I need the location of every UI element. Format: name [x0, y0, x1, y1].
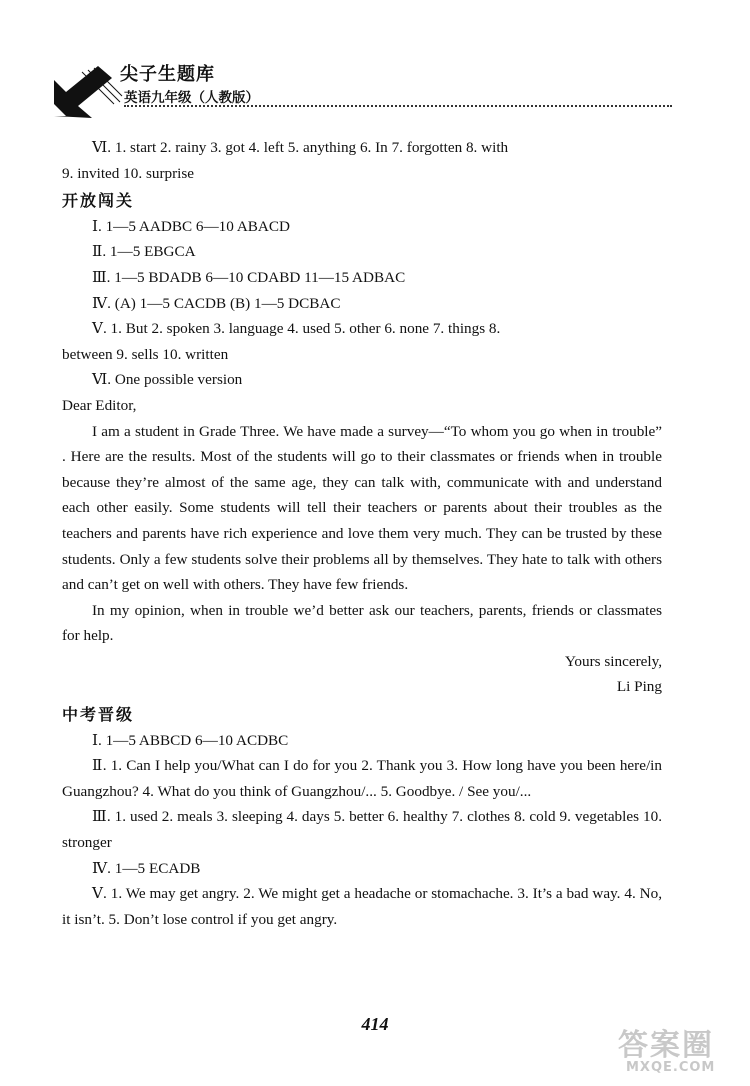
book-subtitle: 英语九年级（人教版） — [124, 90, 259, 106]
zhongkao-item-5: Ⅴ. 1. We may get angry. 2. We might get a headache or stomachache. 3. It’s a bad way. 4. No, it isn’t. 5. Don’t lose control if you get angry. — [62, 885, 662, 928]
kaifang-section-title: 开放闯关 — [62, 191, 135, 211]
kaifang-item-6: Ⅵ. One possible version — [92, 371, 243, 389]
zhongkao-item-3: Ⅲ. 1. used 2. meals 3. sleeping 4. days 5. better 6. healthy 7. clothes 8. cold 9. vegetables 10. stronger — [62, 808, 662, 852]
letter-signature: Li Ping — [616, 678, 662, 696]
kaifang-item-5-line1: Ⅴ. 1. But 2. spoken 3. language 4. used 5. other 6. none 7. things 8. — [92, 320, 501, 338]
watermark-logo — [618, 1020, 746, 1080]
kaifang-item-2: Ⅱ. 1—5 EBGCA — [92, 243, 196, 261]
letter-paragraph-2: In my opinion, when in trouble we’d better ask our teachers, parents, friends or classmates for help. — [62, 601, 662, 645]
watermark-url: MXQE.COM — [626, 1060, 716, 1075]
letter-greeting: Dear Editor, — [62, 396, 137, 414]
zhongkao-section-title: 中考晋级 — [62, 705, 135, 725]
kaifang-item-3: Ⅲ. 1—5 BDADB 6—10 CDABD 11—15 ADBAC — [92, 268, 406, 286]
header-divider — [124, 105, 672, 107]
section-6-line2: 9. invited 10. surprise — [62, 164, 195, 182]
watermark-text: 答案圈 — [618, 1028, 714, 1063]
page-number: 414 — [361, 1014, 389, 1034]
letter-paragraph-1: I am a student in Grade Three. We have made a survey—“To whom you go when in trouble” . Here are the results. Most of the students will go to their classmates or friends when in trouble because they’re almost of the same age, they can talk with, communicate with and understand each other easily. Some students will tell their teachers or parents about their troubles as the teachers and parents have rich experience and love them very much. They can be trusted by these students. Only a few students solve their problems all by themselves. They hate to talk with others and can’t get on well with others. They have few friends. — [62, 422, 662, 594]
brand-title: 尖子生题库 — [120, 64, 215, 85]
letter-closing: Yours sincerely, — [564, 652, 662, 670]
kaifang-item-4: Ⅳ. (A) 1—5 CACDB (B) 1—5 DCBAC — [92, 294, 341, 312]
answer-content — [62, 135, 662, 932]
zhongkao-item-4: Ⅳ. 1—5 ECADB — [92, 859, 201, 877]
arrow-logo-icon — [52, 66, 124, 122]
kaifang-item-1: Ⅰ. 1—5 AADBC 6—10 ABACD — [92, 217, 290, 235]
zhongkao-item-2: Ⅱ. 1. Can I help you/What can I do for you 2. Thank you 3. How long have you been here/in Guangzhou? 4. What do you think of Guangzhou/... 5. Goodbye. / See you/... — [62, 757, 662, 800]
section-6-line1: Ⅵ. 1. start 2. rainy 3. got 4. left 5. anything 6. In 7. forgotten 8. with — [92, 139, 509, 156]
zhongkao-item-1: Ⅰ. 1—5 ABBCD 6—10 ACDBC — [92, 731, 289, 749]
kaifang-item-5-line2: between 9. sells 10. written — [62, 345, 229, 363]
page-header — [52, 56, 672, 126]
